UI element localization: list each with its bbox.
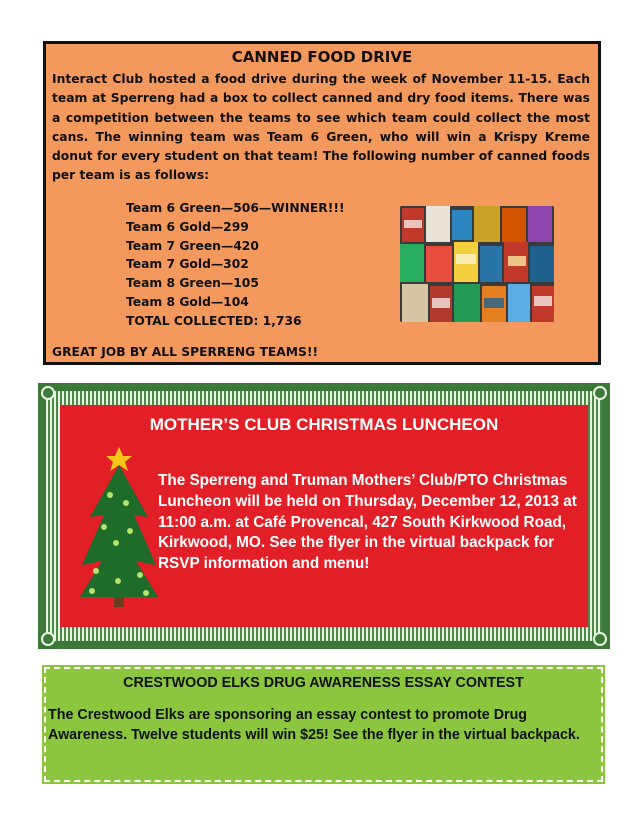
team-results-list [126, 199, 345, 331]
mothers-club-body: The Sperreng and Truman Mothers’ Club/PTO Christmas Luncheon will be held on Thursday, December 12, 2013 at 11:00 a.m. at Café Provencal, 427 South Kirkwood Road, Kirkwood, MO. See the flyer in the virtual backpack for RSVP information and menu! [158, 472, 577, 573]
elks-contest-title: CRESTWOOD ELKS DRUG AWARENESS ESSAY CONTEST [123, 675, 524, 691]
corner-ornament-icon [41, 632, 55, 646]
elks-essay-contest-panel [42, 665, 605, 784]
team-result: Team 6 Gold—299 [126, 219, 249, 234]
total-collected: TOTAL COLLECTED: 1,736 [126, 313, 302, 328]
mothers-club-panel [38, 383, 610, 649]
mothers-club-content [60, 405, 588, 627]
team-result: Team 8 Gold—104 [126, 294, 249, 309]
corner-ornament-icon [593, 632, 607, 646]
canned-food-drive-body: Interact Club hosted a food drive during the week of November 11-15. Each team at Sperreng had a box to collect canned and dry food items. There was a competition between the teams to see which team could collect the most cans. The winning team was Team 6 Green, who will win a Krispy Kreme donut for every student on that team! The following number of canned foods per team is as follows: [52, 72, 590, 183]
elks-contest-body: The Crestwood Elks are sponsoring an essay contest to promote Drug Awareness. Twelve students will win $25! See the flyer in the virtual backpack. [48, 707, 580, 743]
canned-food-drive-title: CANNED FOOD DRIVE [231, 48, 413, 66]
corner-ornament-icon [593, 386, 607, 400]
canned-goods-photo [400, 206, 554, 322]
team-result: Team 7 Gold—302 [126, 257, 249, 272]
mothers-club-title: MOTHER’S CLUB CHRISTMAS LUNCHEON [149, 415, 499, 434]
team-result: Team 7 Green—420 [126, 238, 259, 253]
canned-food-drive-panel [43, 41, 601, 365]
corner-ornament-icon [41, 386, 55, 400]
christmas-tree-icon [80, 447, 158, 607]
canned-food-drive-footer: GREAT JOB BY ALL SPERRENG TEAMS!! [52, 345, 319, 359]
team-result: Team 8 Green—105 [126, 276, 259, 291]
team-result: Team 6 Green—506—WINNER!!! [126, 201, 345, 215]
